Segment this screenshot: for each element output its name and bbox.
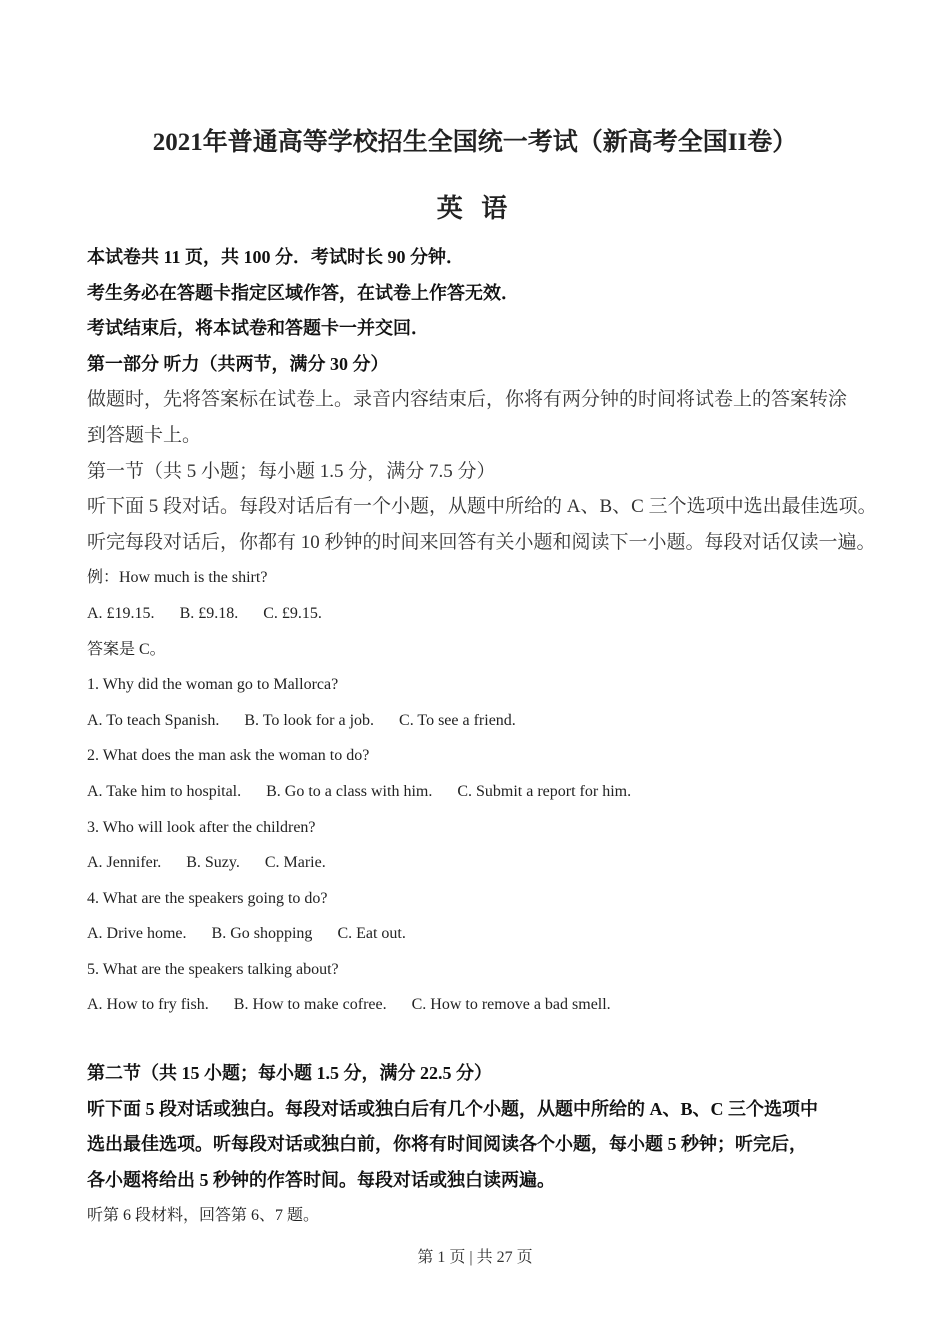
option: B. Go to a class with him. (266, 782, 433, 800)
instruction: 听下面 5 段对话或独白。每段对话或独白后有几个小题，从题中所给的 A、B、C 三个选项中 (87, 1098, 818, 1119)
option: A. £19.15. (87, 604, 155, 622)
options (87, 987, 887, 1023)
instruction: 听完每段对话后，你都有 10 秒钟的时间来回答有关小题和阅读下一小题。每段对话仅读一遍。 (87, 531, 876, 553)
option: B. Go shopping (211, 925, 313, 943)
instruction: 听下面 5 段对话。每段对话后有一个小题，从题中所给的 A、B、C 三个选项中选出最佳选项。 (87, 496, 877, 518)
options (87, 703, 887, 739)
question: 5. What are the speakers talking about? (87, 960, 339, 978)
options (87, 845, 887, 881)
question: 1. Why did the woman go to Mallorca? (87, 676, 339, 694)
exam-body (87, 240, 887, 1234)
option: A. How to fry fish. (87, 996, 209, 1014)
option: C. To see a friend. (399, 711, 516, 729)
example-answer: 答案是 C。 (87, 640, 166, 658)
option: C. Eat out. (337, 925, 406, 943)
option: B. Suzy. (186, 854, 240, 872)
instruction: 选出最佳选项。听每段对话或独白前，你将有时间阅读各个小题，每小题 5 秒钟；听完后， (87, 1134, 807, 1155)
instruction: 各小题将给出 5 秒钟的作答时间。每段对话或独白读两遍。 (87, 1169, 555, 1190)
option: A. Jennifer. (87, 854, 162, 872)
page-footer: 第 1 页 | 共 27 页 (417, 1249, 533, 1266)
material-note: 听第 6 段材料，回答第 6、7 题。 (87, 1207, 320, 1225)
spacer (87, 1023, 887, 1056)
note: 本试卷共 11 页，共 100 分．考试时长 90 分钟． (87, 247, 465, 267)
option: C. £9.15. (263, 604, 322, 622)
note: 考生务必在答题卡指定区域作答，在试卷上作答无效． (87, 282, 519, 303)
options (87, 774, 887, 810)
question: 4. What are the speakers going to do? (87, 889, 328, 907)
subject-title: 英 语 (436, 194, 514, 223)
options (87, 916, 887, 952)
question: 3. Who will look after the children? (87, 818, 316, 836)
option: B. £9.18. (179, 604, 239, 622)
option: A. To teach Spanish. (87, 711, 220, 729)
question: 2. What does the man ask the woman to do? (87, 747, 370, 765)
option: C. How to remove a bad smell. (411, 996, 611, 1014)
instruction: 到答题卡上。 (87, 424, 202, 446)
option: B. How to make cofree. (233, 996, 387, 1014)
note: 考试结束后，将本试卷和答题卡一并交回． (87, 318, 429, 339)
section1-heading: 第一节（共 5 小题；每小题 1.5 分，满分 7.5 分） (87, 460, 496, 482)
section2-heading: 第二节（共 15 小题；每小题 1.5 分，满分 22.5 分） (87, 1063, 492, 1084)
exam-title: 2021年普通高等学校招生全国统一考试（新高考全国II卷） (152, 129, 798, 156)
option: C. Submit a report for him. (457, 782, 632, 800)
example-options (87, 596, 887, 632)
part1-heading: 第一部分 听力（共两节，满分 30 分） (87, 353, 389, 374)
instruction: 做题时，先将答案标在试卷上。录音内容结束后，你将有两分钟的时间将试卷上的答案转涂 (87, 389, 848, 411)
option: B. To look for a job. (244, 711, 375, 729)
option: A. Take him to hospital. (87, 782, 242, 800)
example-question: 例：How much is the shirt? (87, 569, 268, 587)
option: A. Drive home. (87, 925, 187, 943)
option: C. Marie. (264, 854, 326, 872)
